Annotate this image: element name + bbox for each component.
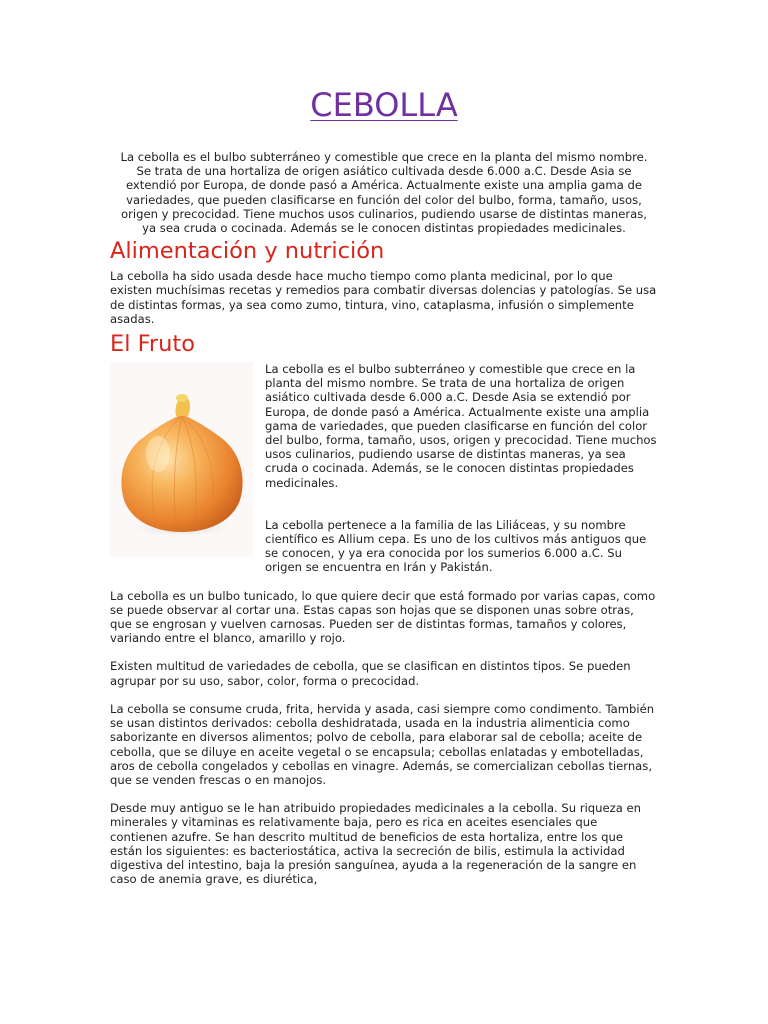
fruit-paragraph-5: La cebolla se consume cruda, frita, hervida y asada, casi siempre como condimento. También se usan distintos derivados: cebolla deshidratada, usada en la industria alimenticia como saborizante en diversos alimentos; polvo de cebolla, para elaborar sal de cebolla; aceite de cebolla, que se diluye en aceite vegetal o se encapsula; cebollas enlatadas y embotelladas, aros de cebolla congelados y cebollas en vinagre. Además, se comercializan cebollas tiernas, que se venden frescas o en manojos.	[110, 701, 655, 787]
nutrition-paragraph: La cebolla ha sido usada desde hace mucho tiempo como planta medicinal, por lo que existen muchísimas recetas y remedios para combatir diversas dolencias y patologías. Se usa de distintas formas, ya sea como zumo, tintura, vino, cataplasma, infusión o simplemente asadas.	[110, 269, 657, 326]
fruit-paragraph-1: La cebolla es el bulbo subterráneo y comestible que crece en la planta del mismo nombre. Se trata de una hortaliza de origen asiático cultivada desde 6.000 a.C. Desde Asia se extendió por Europa, de donde pasó a América. Actualmente existe una amplia gama de variedades, que pueden clasificarse en función del color del bulbo, forma, tamaño, usos, origen y precocidad. Tiene muchos usos culinarios, pudiendo usarse de distintas maneras, ya sea cruda o cocinada. Además, se le conocen distintas propiedades medicinales.	[265, 362, 657, 490]
fruit-paragraph-4: Existen multitud de variedades de cebolla, que se clasifican en distintos tipos. Se pueden agrupar por su uso, sabor, color, forma o precocidad.	[110, 659, 631, 688]
fruit-paragraph-6: Desde muy antiguo se le han atribuido propiedades medicinales a la cebolla. Su riqueza en minerales y vitaminas es relativamente baja, pero es rica en aceites esenciales que contienen azufre. Se han descrito multitud de beneficios de esta hortaliza, entre los que están los siguientes: es bacteriostática, activa la secreción de bilis, estimula la actividad digestiva del intestino, baja la presión sanguínea, ayuda a la regeneración de la sangre en caso de anemia grave, es diurética,	[110, 801, 642, 887]
fruit-section	[110, 362, 658, 589]
heading-fruit: El Fruto	[110, 331, 196, 358]
intro-paragraph: La cebolla es el bulbo subterráneo y comestible que crece en la planta del mismo nombre. Se trata de una hortaliza de origen asiático cultivada desde 6.000 a.C. Desde Asia se extendió por Europa, de donde pasó a América. Actualmente existe una amplia gama de variedades, que pueden clasificarse en función del color del bulbo, forma, tamaño, usos, origen y precocidad. Tiene muchos usos culinarios, pudiendo usarse de distintas maneras, ya sea cruda o cocinada. Además se le conocen distintas propiedades medicinales.	[120, 150, 648, 236]
document-title: CEBOLLA	[310, 86, 458, 124]
fruit-paragraph-3: La cebolla es un bulbo tunicado, lo que quiere decir que está formado por varias capas, como se puede observar al cortar una. Estas capas son hojas que se disponen unas sobre otras, que se engrosan y vuelven carnosas. Pueden ser de distintas formas, tamaños y colores, variando entre el blanco, amarillo y rojo.	[110, 588, 656, 646]
fruit-paragraph-2: La cebolla pertenece a la familia de las Liliáceas, y su nombre científico es Allium cepa. Es uno de los cultivos más antiguos que se conocen, y ya era conocida por los sumerios 6.000 a.C. Su origen se encuentra en Irán y Pakistán.	[265, 517, 647, 575]
onion-photo-icon	[110, 362, 253, 557]
document-page	[110, 84, 658, 900]
heading-nutrition: Alimentación y nutrición	[110, 238, 385, 265]
